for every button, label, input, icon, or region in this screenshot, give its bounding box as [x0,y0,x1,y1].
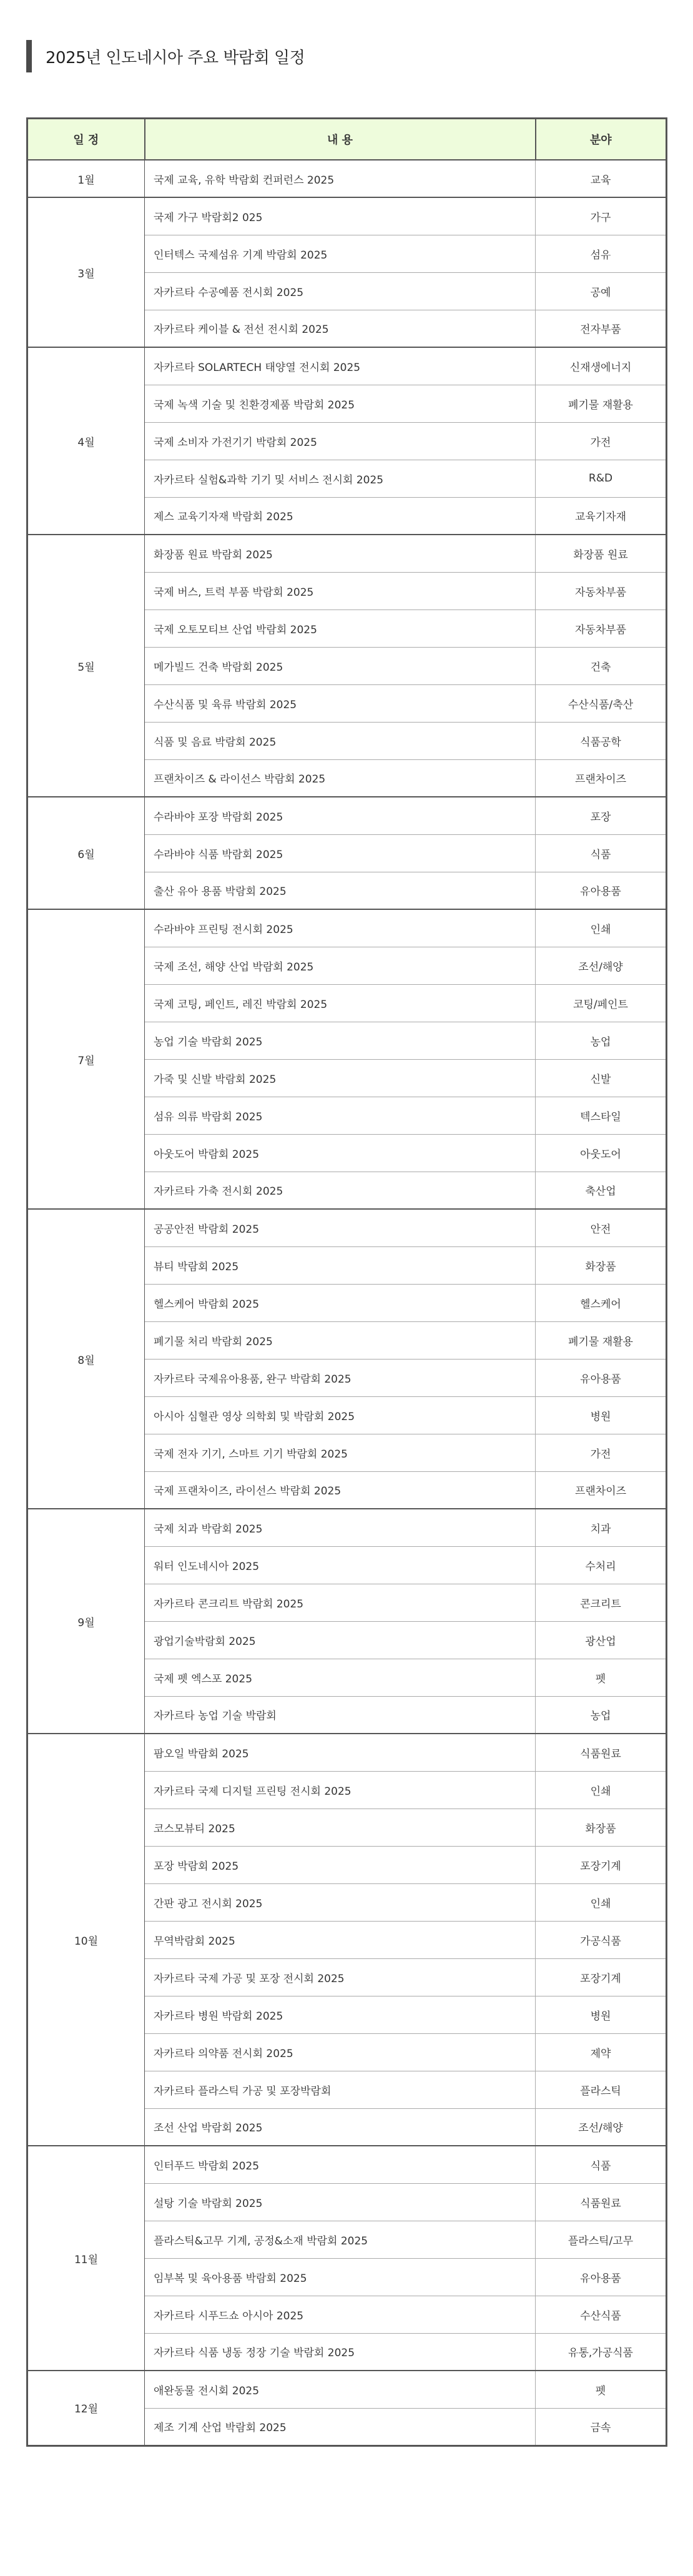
field-cell: 포장기계 [536,1958,667,1996]
exhibition-name-cell: 자카르타 국제 가공 및 포장 전시회 2025 [145,1958,536,1996]
field-cell: 가전 [536,422,667,460]
field-cell: 금속 [536,2408,667,2445]
field-cell: 전자부품 [536,310,667,347]
field-cell: 가전 [536,1434,667,1471]
exhibition-name-cell: 국제 소비자 가전기기 박람회 2025 [145,422,536,460]
exhibition-name-cell: 팜오일 박람회 2025 [145,1734,536,1771]
exhibition-name-cell: 출산 유아 용품 박람회 2025 [145,872,536,909]
field-cell: 광산업 [536,1621,667,1659]
field-cell: R&D [536,460,667,497]
month-cell: 5월 [27,535,145,797]
page-header [26,40,305,72]
exhibition-name-cell: 국제 코팅, 페인트, 레진 박람회 2025 [145,984,536,1022]
exhibition-name-cell: 인터텍스 국제섬유 기계 박람회 2025 [145,235,536,272]
exhibition-name-cell: 자카르타 국제유아용품, 완구 박람회 2025 [145,1359,536,1396]
field-cell: 병원 [536,1996,667,2033]
field-cell: 수처리 [536,1546,667,1584]
exhibition-name-cell: 화장품 원료 박람회 2025 [145,535,536,572]
exhibition-name-cell: 제조 기계 산업 박람회 2025 [145,2408,536,2445]
month-cell: 3월 [27,197,145,347]
exhibition-name-cell: 워터 인도네시아 2025 [145,1546,536,1584]
exhibition-name-cell: 제스 교육기자재 박람회 2025 [145,497,536,535]
field-cell: 신재생에너지 [536,347,667,385]
exhibition-name-cell: 수라바야 식품 박람회 2025 [145,834,536,872]
field-cell: 플라스틱/고무 [536,2221,667,2258]
page-title: 2025년 인도네시아 주요 박람회 일정 [46,48,305,67]
field-cell: 가구 [536,197,667,235]
table-body [27,160,667,2445]
exhibition-name-cell: 국제 조선, 해양 산업 박람회 2025 [145,947,536,984]
field-cell: 자동차부품 [536,572,667,609]
exhibition-name-cell: 뷰티 박람회 2025 [145,1246,536,1284]
field-cell: 치과 [536,1509,667,1546]
month-cell: 11월 [27,2146,145,2371]
exhibition-name-cell: 수산식품 및 육류 박람회 2025 [145,684,536,722]
field-cell: 프랜차이즈 [536,759,667,797]
header-name: 내 용 [145,119,536,160]
exhibition-name-cell: 자카르타 케이블 & 전선 전시회 2025 [145,310,536,347]
field-cell: 폐기물 재활용 [536,1321,667,1359]
field-cell: 식품공학 [536,722,667,759]
field-cell: 교육 [536,160,667,197]
exhibition-name-cell: 애완동물 전시회 2025 [145,2371,536,2408]
field-cell: 식품원료 [536,2183,667,2221]
month-cell: 9월 [27,1509,145,1734]
exhibition-name-cell: 자카르타 의약품 전시회 2025 [145,2033,536,2071]
header-month: 일 정 [27,119,145,160]
exhibition-name-cell: 자카르타 수공예품 전시회 2025 [145,272,536,310]
field-cell: 화장품 [536,1246,667,1284]
field-cell: 아웃도어 [536,1134,667,1172]
exhibition-name-cell: 국제 녹색 기술 및 친환경제품 박람회 2025 [145,385,536,422]
table-row [27,1509,667,1546]
field-cell: 유아용품 [536,872,667,909]
table-row [27,797,667,834]
field-cell: 공예 [536,272,667,310]
exhibition-name-cell: 자카르타 콘크리트 박람회 2025 [145,1584,536,1621]
exhibition-name-cell: 조선 산업 박람회 2025 [145,2108,536,2146]
exhibition-schedule-table [26,117,667,2447]
field-cell: 폐기물 재활용 [536,385,667,422]
exhibition-name-cell: 수라바야 포장 박람회 2025 [145,797,536,834]
table-row [27,1734,667,1771]
exhibition-name-cell: 수라바야 프린팅 전시회 2025 [145,909,536,947]
month-cell: 4월 [27,347,145,535]
exhibition-name-cell: 메가빌드 건축 박람회 2025 [145,647,536,684]
table-row [27,347,667,385]
field-cell: 유아용품 [536,2258,667,2296]
exhibition-name-cell: 식품 및 음료 박람회 2025 [145,722,536,759]
exhibition-name-cell: 자카르타 플라스틱 가공 및 포장박람회 [145,2071,536,2108]
table-row [27,535,667,572]
exhibition-name-cell: 코스모뷰티 2025 [145,1809,536,1846]
exhibition-name-cell: 자카르타 병원 박람회 2025 [145,1996,536,2033]
field-cell: 인쇄 [536,1771,667,1809]
field-cell: 식품 [536,2146,667,2183]
field-cell: 조선/해양 [536,947,667,984]
field-cell: 신발 [536,1059,667,1097]
exhibition-name-cell: 플라스틱&고무 기계, 공정&소재 박람회 2025 [145,2221,536,2258]
exhibition-name-cell: 국제 프랜차이즈, 라이선스 박람회 2025 [145,1471,536,1509]
exhibition-name-cell: 폐기물 처리 박람회 2025 [145,1321,536,1359]
field-cell: 안전 [536,1209,667,1246]
field-cell: 제약 [536,2033,667,2071]
field-cell: 화장품 원료 [536,535,667,572]
exhibition-name-cell: 국제 버스, 트럭 부품 박람회 2025 [145,572,536,609]
exhibition-name-cell: 인터푸드 박람회 2025 [145,2146,536,2183]
field-cell: 코팅/페인트 [536,984,667,1022]
field-cell: 화장품 [536,1809,667,1846]
field-cell: 수산식품 [536,2296,667,2333]
exhibition-name-cell: 섬유 의류 박람회 2025 [145,1097,536,1134]
exhibition-name-cell: 공공안전 박람회 2025 [145,1209,536,1246]
exhibition-name-cell: 국제 전자 기기, 스마트 기기 박람회 2025 [145,1434,536,1471]
table-row [27,2146,667,2183]
field-cell: 인쇄 [536,909,667,947]
exhibition-name-cell: 헬스케어 박람회 2025 [145,1284,536,1321]
exhibition-name-cell: 무역박람회 2025 [145,1921,536,1958]
exhibition-name-cell: 자카르타 실험&과학 기기 및 서비스 전시회 2025 [145,460,536,497]
field-cell: 병원 [536,1396,667,1434]
exhibition-name-cell: 설탕 기술 박람회 2025 [145,2183,536,2221]
table-row [27,2371,667,2408]
exhibition-name-cell: 자카르타 식품 냉동 정장 기술 박람회 2025 [145,2333,536,2371]
field-cell: 펫 [536,1659,667,1696]
exhibition-name-cell: 포장 박람회 2025 [145,1846,536,1883]
exhibition-name-cell: 아시아 심혈관 영상 의학회 및 박람회 2025 [145,1396,536,1434]
field-cell: 교육기자재 [536,497,667,535]
exhibition-name-cell: 간판 광고 전시회 2025 [145,1883,536,1921]
field-cell: 텍스타일 [536,1097,667,1134]
field-cell: 플라스틱 [536,2071,667,2108]
month-cell: 8월 [27,1209,145,1509]
field-cell: 농업 [536,1696,667,1734]
field-cell: 유통,가공식품 [536,2333,667,2371]
field-cell: 포장 [536,797,667,834]
exhibition-name-cell: 국제 교육, 유학 박람회 컨퍼런스 2025 [145,160,536,197]
exhibition-name-cell: 자카르타 SOLARTECH 태양열 전시회 2025 [145,347,536,385]
exhibition-name-cell: 자카르타 국제 디지털 프린팅 전시회 2025 [145,1771,536,1809]
field-cell: 콘크리트 [536,1584,667,1621]
exhibition-name-cell: 자카르타 가축 전시회 2025 [145,1172,536,1209]
exhibition-name-cell: 임부복 및 육아용품 박람회 2025 [145,2258,536,2296]
exhibition-name-cell: 아웃도어 박람회 2025 [145,1134,536,1172]
field-cell: 건축 [536,647,667,684]
field-cell: 프랜차이즈 [536,1471,667,1509]
exhibition-name-cell: 국제 오토모티브 산업 박람회 2025 [145,609,536,647]
month-cell: 7월 [27,909,145,1209]
field-cell: 식품원료 [536,1734,667,1771]
field-cell: 유아용품 [536,1359,667,1396]
exhibition-name-cell: 국제 펫 엑스포 2025 [145,1659,536,1696]
month-cell: 12월 [27,2371,145,2445]
field-cell: 섬유 [536,235,667,272]
field-cell: 포장기계 [536,1846,667,1883]
field-cell: 조선/해양 [536,2108,667,2146]
exhibition-name-cell: 자카르타 시푸드쇼 아시아 2025 [145,2296,536,2333]
exhibition-name-cell: 국제 가구 박람회2 025 [145,197,536,235]
exhibition-name-cell: 광업기술박람회 2025 [145,1621,536,1659]
month-cell: 1월 [27,160,145,197]
table-row [27,909,667,947]
exhibition-name-cell: 프랜차이즈 & 라이선스 박람회 2025 [145,759,536,797]
field-cell: 축산업 [536,1172,667,1209]
field-cell: 헬스케어 [536,1284,667,1321]
table-row [27,197,667,235]
field-cell: 가공식품 [536,1921,667,1958]
field-cell: 펫 [536,2371,667,2408]
field-cell: 식품 [536,834,667,872]
field-cell: 인쇄 [536,1883,667,1921]
title-accent-bar [26,40,32,72]
exhibition-name-cell: 자카르타 농업 기술 박람회 [145,1696,536,1734]
month-cell: 6월 [27,797,145,909]
table-row [27,1209,667,1246]
exhibition-name-cell: 농업 기술 박람회 2025 [145,1022,536,1059]
table-row [27,160,667,197]
field-cell: 농업 [536,1022,667,1059]
exhibition-name-cell: 가죽 및 신발 박람회 2025 [145,1059,536,1097]
field-cell: 자동차부품 [536,609,667,647]
header-field: 분야 [536,119,667,160]
month-cell: 10월 [27,1734,145,2146]
table-header-row [27,119,667,160]
exhibition-name-cell: 국제 치과 박람회 2025 [145,1509,536,1546]
field-cell: 수산식품/축산 [536,684,667,722]
